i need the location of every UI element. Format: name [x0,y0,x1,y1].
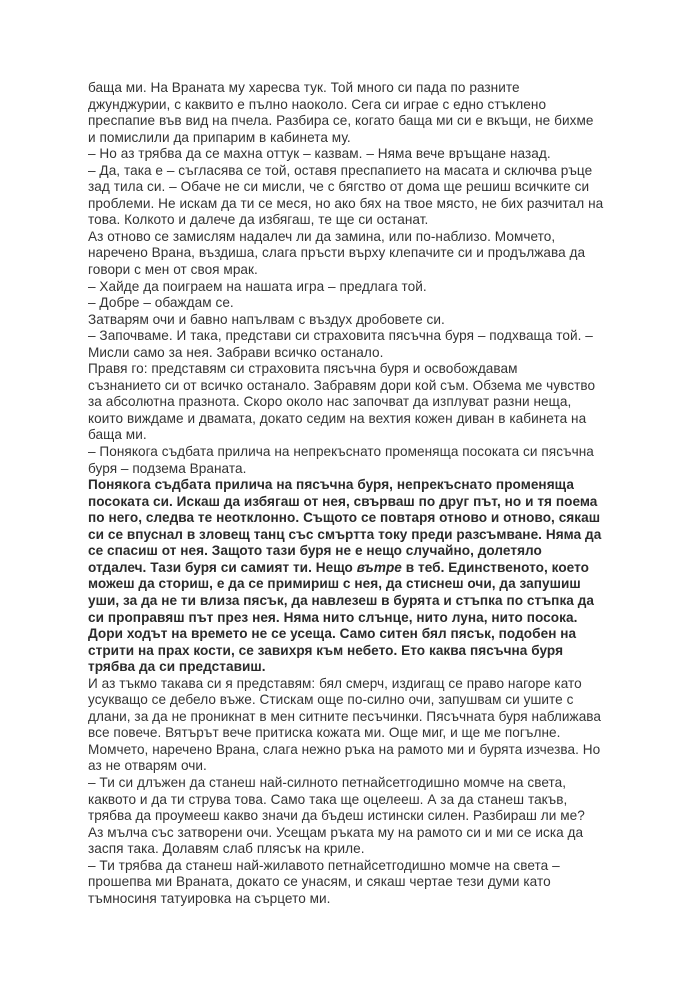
text-line: джунджурии, с каквито е пълно наоколо. Сега си играе с едно стъклено [88,96,547,112]
bold-text-line: си проправяш път през нея. Няма нито слънце, нито луна, нито посока. [88,609,578,625]
document-text [88,80,628,907]
text-line: Затварям очи и бавно напълвам с въздух дробовете си. [88,311,445,327]
text-line: трябва да проумееш какво значи да бъдеш истински силен. Разбираш ли ме? [88,808,585,824]
text-line: – Ти си длъжен да станеш най-силното петнайсетгодишно момче на света, [88,774,567,790]
text-line: заспя така. Долавям слаб плясък на криле. [88,841,365,857]
text-line: – Но аз трябва да се махна оттук – казвам. – Няма вече връщане назад. [88,146,551,162]
bold-text-line [88,560,628,577]
text-line: проблеми. Не искам да ти се меся, но ако бях на твое място, не бих разчитал на [88,195,604,211]
bold-text-line: можеш да сториш, е да се примириш с нея, да стиснеш очи, да запушиш [88,576,581,592]
text-line: които виждаме и двамата, докато седим на вехтия кожен диван в кабинета на [88,410,587,426]
text-line: Мисли само за нея. Забрави всичко останало. [88,344,384,360]
text-line: зад тила си. – Обаче не си мисли, че с бягство от дома ще решиш всичките си [88,179,590,195]
bold-text-line: посоката си. Искаш да избягаш от нея, свърваш по друг път, но и тя поема [88,493,598,509]
text-line: преспапие във вид на пчела. Разбира се, когато баща ми си е вкъщи, не бихме [88,113,594,129]
text-line: това. Колкото и далече да избягаш, те ще си останат. [88,212,429,228]
text-line: и помислили да припарим в кабинета му. [88,129,351,145]
bold-text-line: Дори ходът на времето не се усеща. Само ситен бял пясък, подобен на [88,626,577,642]
text-line: буря – подзема Враната. [88,460,247,476]
bold-text-line: по него, следва те неотклонно. Същото се повтаря отново и отново, сякаш [88,510,601,526]
text-line: – Добре – обаждам се. [88,295,234,311]
text-line: все повече. Вятърът вече притиска кожата ми. Още миг, и ще ме погълне. [88,725,561,741]
text-line: длани, за да не проникнат в мен ситните песъчинки. Пясъчната буря наближава [88,708,602,724]
bold-text-line: стрити на прах кости, се завихря към небето. Ето каква пясъчна буря [88,642,564,658]
text-line: тъмносиня татуировка на сърцето ми. [88,890,331,906]
bold-text-line: Понякога съдбата прилича на пясъчна буря, непрекъснато променяща [88,477,574,493]
bold-passage [88,477,628,560]
paragraphs-part-2 [88,676,628,908]
text-line: съзнанието си от всичко останало. Забравям дори кой съм. Обзема ме чувство [88,377,596,393]
bold-text-line: уши, за да не ти влиза пясък, да навлезеш в бурята и стъпка по стъпка да [88,592,595,608]
bold-line-end: в теб. Единственото, което [401,559,589,575]
text-line: за абсолютна празнота. Скоро около нас започват да изплуват разни неща, [88,394,572,410]
text-line: говори с мен от своя мрак. [88,262,258,278]
text-line: прошепва ми Враната, докато се унасям, и сякаш чертае тези думи като [88,874,551,890]
paragraphs-part-1 [88,80,628,477]
bold-passage-continued [88,576,628,675]
text-line: аз не отварям очи. [88,758,207,774]
italic-word: вътре [356,559,402,575]
text-line: усукващо се дебело въже. Стискам още по-силно очи, запушвам си ушите с [88,692,574,708]
text-line: – Ти трябва да станеш най-жилавото петнайсетгодишно момче на света – [88,857,560,873]
text-line: – Хайде да поиграем на нашата игра – предлага той. [88,278,427,294]
text-line: – Започваме. И така, представи си страховита пясъчна буря – подхваща той. – [88,328,593,344]
text-line: наречено Врана, въздиша, слага пръсти върху клепачите си и продължава да [88,245,586,261]
text-line: каквото и да ти струва това. Само така ще оцелееш. А за да станеш такъв, [88,791,568,807]
bold-text-line: се спасиш от нея. Защото тази буря не е нещо случайно, долетяло [88,543,542,559]
text-line: баща ми. [88,427,147,443]
text-line: Момчето, наречено Врана, слага нежно ръка на рамото ми и бурята изчезва. Но [88,741,601,757]
text-line: Правя го: представям си страховита пясъчна буря и освобождавам [88,361,518,377]
text-line: – Понякога съдбата прилича на непрекъснато променяща посоката си пясъчна [88,444,594,460]
bold-line-start: отдалеч. Тази буря си самият ти. Нещо [88,559,357,575]
bold-text-line: си се впуснал в зловещ танц със смъртта току преди разсъмване. Няма да [88,526,602,542]
text-line: баща ми. На Враната му харесва тук. Той много си пада по разните [88,80,520,95]
text-line: Аз отново се замислям надалеч ли да замина, или по-наблизо. Момчето, [88,228,556,244]
text-line: – Да, така е – съгласява се той, оставя преспапието на масата и сключва ръце [88,162,593,178]
text-line: Аз мълча със затворени очи. Усещам ръката му на рамото си и ми се иска да [88,824,584,840]
bold-text-line: трябва да си представиш. [88,659,266,675]
text-line: И аз тъкмо такава си я представям: бял смерч, издигащ се право нагоре като [88,675,582,691]
